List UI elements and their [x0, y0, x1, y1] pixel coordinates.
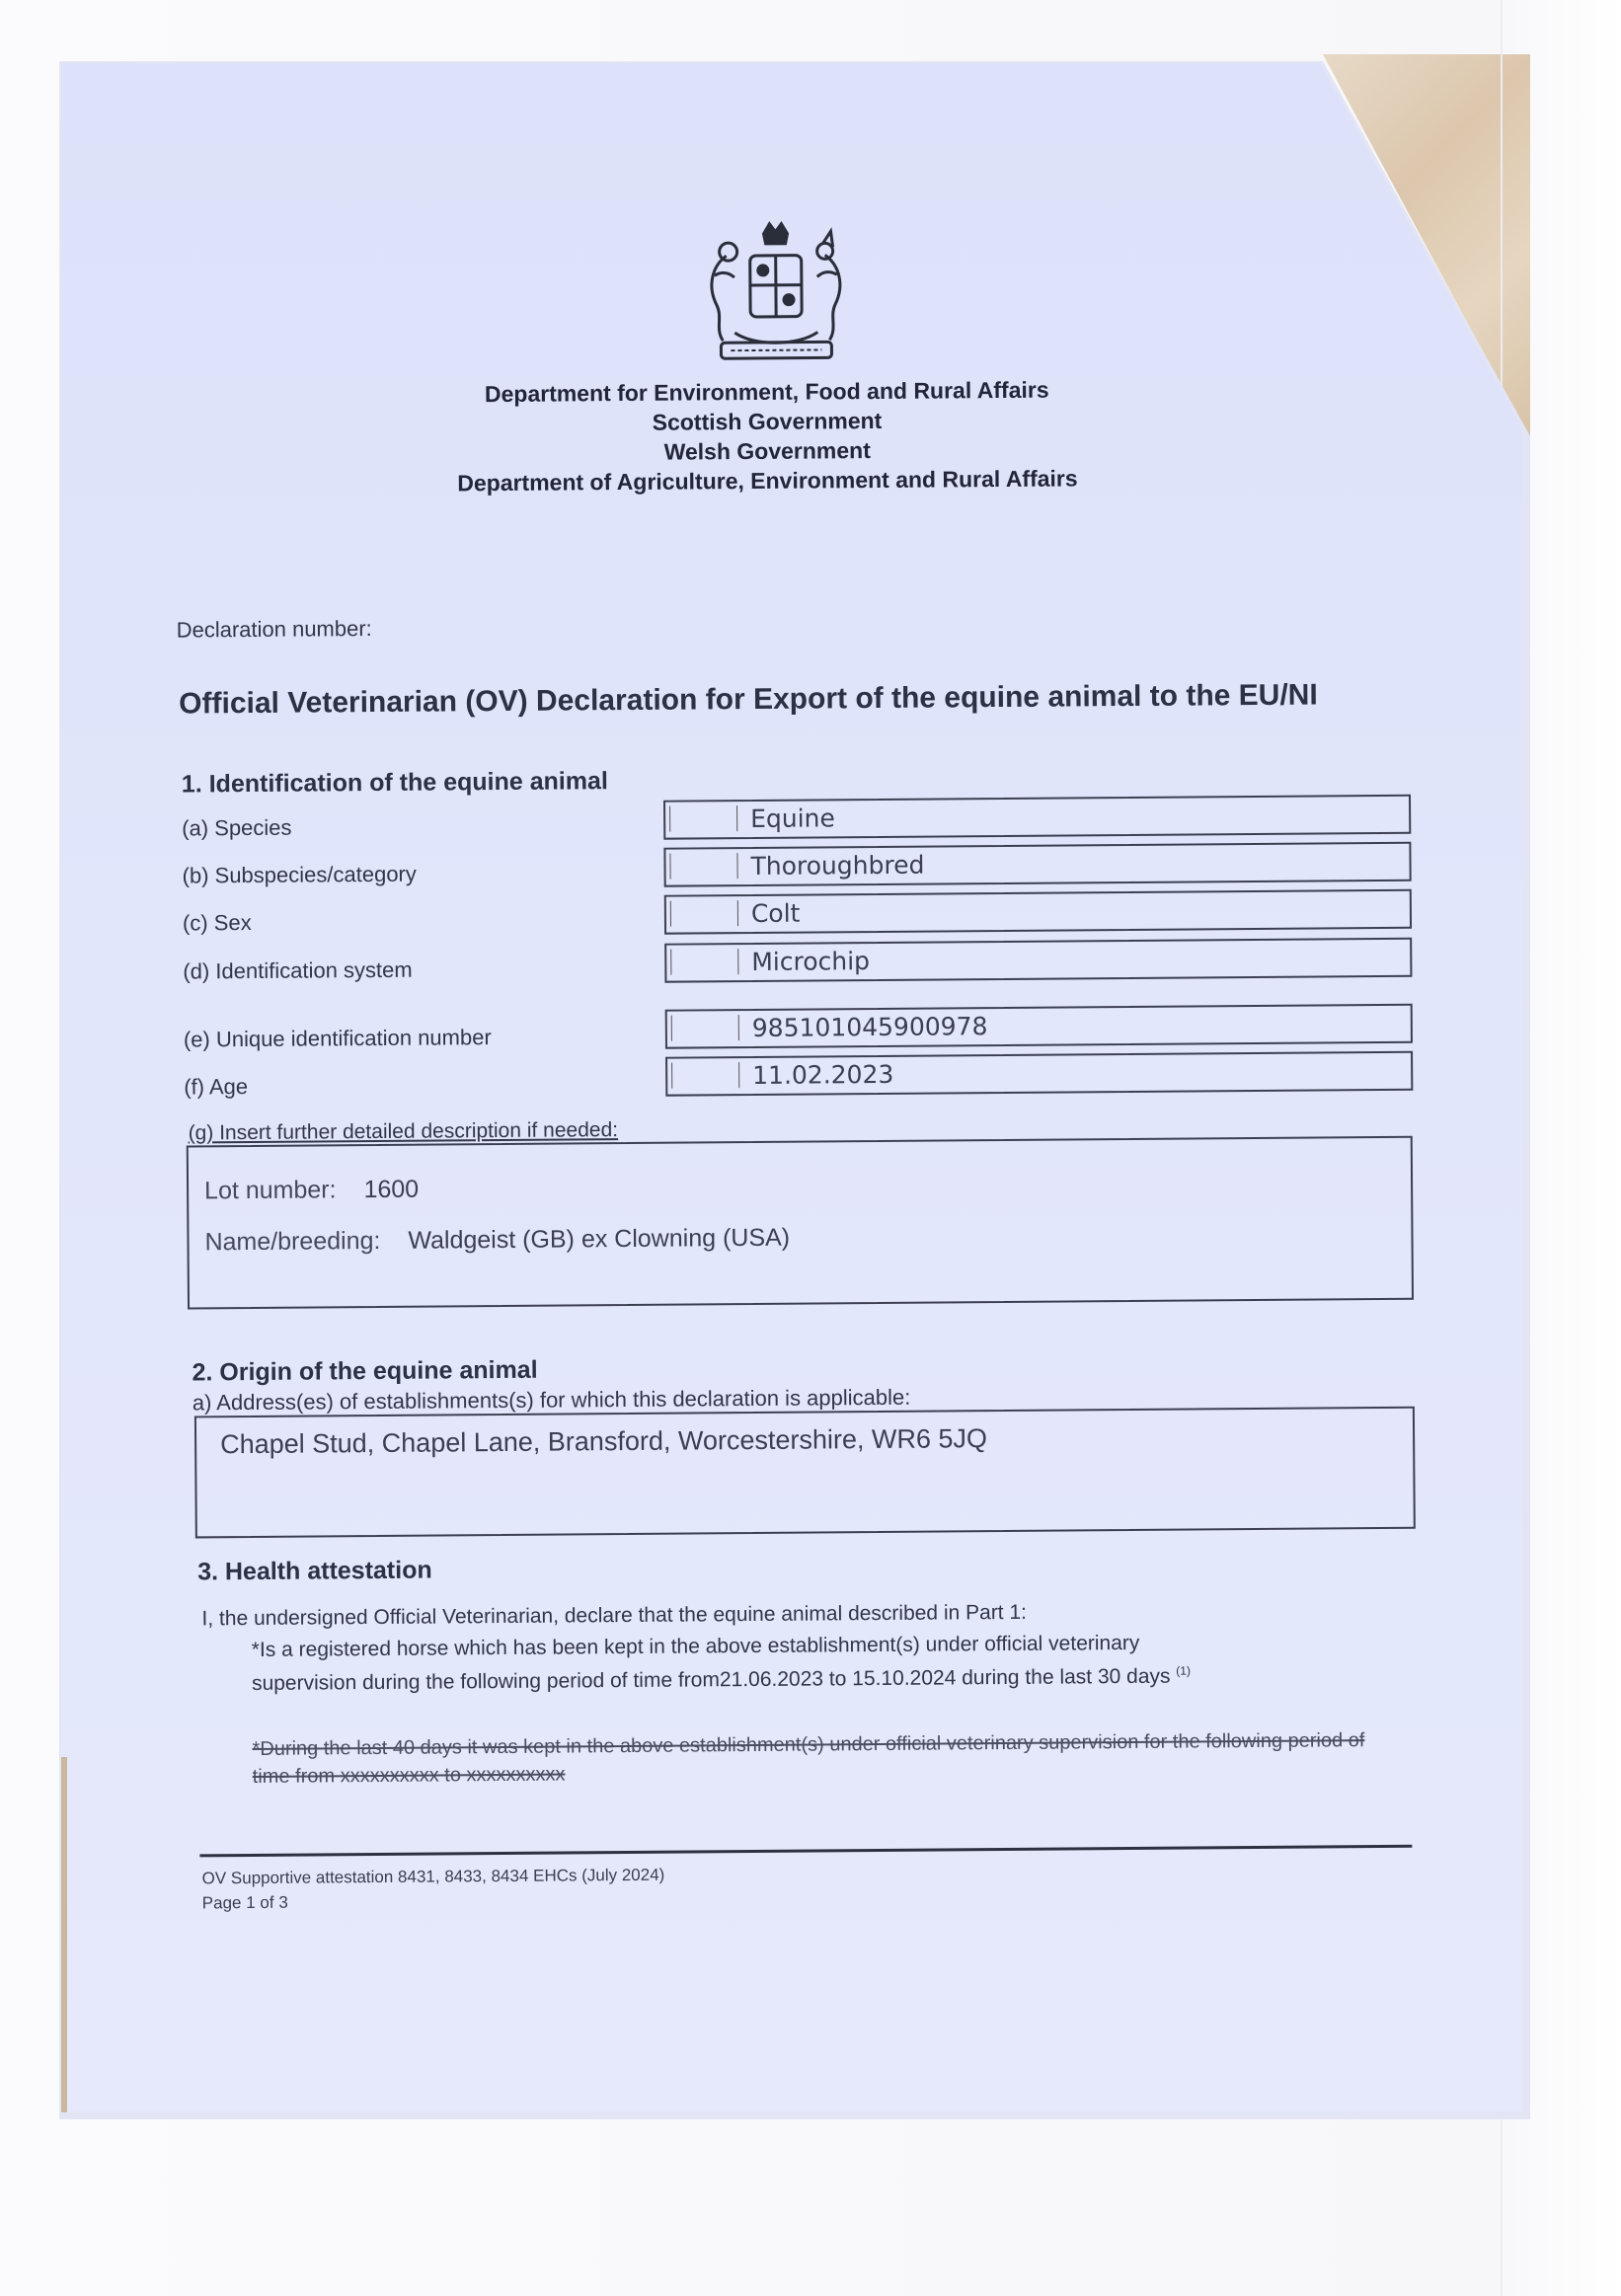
- species-field[interactable]: [663, 795, 1411, 840]
- section-2-heading: 2. Origin of the equine animal: [192, 1355, 538, 1387]
- section-3-heading: 3. Health attestation: [197, 1556, 432, 1586]
- attestation-option-a: [252, 1629, 1239, 1698]
- sex-field[interactable]: [664, 889, 1412, 935]
- department-daera: Department of Agriculture, Environment and Rural Affairs: [457, 465, 1078, 497]
- field-separator: [736, 805, 737, 831]
- field-tick: [670, 901, 671, 927]
- age-label: (f) Age: [184, 1074, 249, 1100]
- to-word: to: [828, 1667, 847, 1691]
- royal-coat-of-arms-icon: [686, 215, 865, 374]
- issuing-departments: [333, 373, 1202, 498]
- identification-system-value: Microchip: [751, 947, 871, 977]
- description-label: (g) Insert further detailed description if needed:: [188, 1118, 619, 1145]
- field-tick: [669, 806, 670, 832]
- field-separator: [736, 853, 737, 879]
- subspecies-label: (b) Subspecies/category: [182, 861, 417, 888]
- department-welsh-government: Welsh Government: [663, 437, 871, 465]
- subspecies-value: Thoroughbred: [750, 850, 925, 881]
- footnote-marker: (1): [1176, 1663, 1192, 1678]
- section-1-heading: 1. Identification of the equine animal: [181, 767, 608, 799]
- document-title: Official Veterinarian (OV) Declaration for Export of the equine animal to the EU/NI: [179, 678, 1318, 721]
- description-field[interactable]: [187, 1136, 1414, 1310]
- footer-divider: [199, 1845, 1412, 1858]
- sex-value: Colt: [750, 898, 801, 929]
- department-scottish-government: Scottish Government: [652, 407, 883, 435]
- age-field[interactable]: [665, 1051, 1413, 1097]
- address-field[interactable]: [194, 1407, 1416, 1539]
- attestation-option-b-struck: *During the last 40 days it was kept in the above establishment(s) under official veterinary supervision for the following period of time from xxxxxxxxxx to xxxxxxxxxx: [252, 1729, 1365, 1788]
- field-separator: [738, 1015, 739, 1040]
- footer-attestation-ref: OV Supportive attestation 8431, 8433, 8434 EHCs (July 2024): [201, 1865, 665, 1888]
- field-separator: [737, 949, 738, 974]
- breeding-label: Name/breeding:: [204, 1226, 381, 1257]
- address-label: a) Address(es) of establishments(s) for which this declaration is applicable:: [192, 1384, 911, 1416]
- footer: [201, 1863, 664, 1916]
- lot-number-label: Lot number:: [203, 1176, 337, 1205]
- page-number: Page 1 of 3: [201, 1892, 288, 1913]
- document: [53, 57, 1530, 2117]
- species-value: Equine: [750, 804, 835, 834]
- field-separator: [737, 900, 738, 926]
- unique-id-field[interactable]: [665, 1004, 1413, 1049]
- to-date: 15.10.2024: [852, 1666, 957, 1691]
- lot-number-row: [204, 1176, 419, 1206]
- address-value: Chapel Stud, Chapel Lane, Bransford, Worcestershire, WR6 5JQ: [220, 1423, 988, 1460]
- field-tick: [669, 854, 670, 880]
- sex-label: (c) Sex: [182, 909, 252, 936]
- field-tick: [671, 1063, 672, 1089]
- field-tick: [671, 1016, 672, 1041]
- from-date: 21.06.2023: [719, 1667, 824, 1692]
- attestation-intro: I, the undersigned Official Veterinarian, declare that the equine animal described in Part 1:: [201, 1600, 1028, 1631]
- department-defra: Department for Environment, Food and Rural Affairs: [484, 376, 1049, 408]
- option-a-suffix: during the last 30 days: [962, 1664, 1171, 1690]
- lot-number-value: 1600: [363, 1175, 420, 1204]
- unique-id-label: (e) Unique identification number: [183, 1025, 492, 1052]
- field-separator: [738, 1062, 739, 1088]
- declaration-number-label: Declaration number:: [176, 616, 372, 643]
- subspecies-field[interactable]: [663, 842, 1411, 887]
- option-a-text: *Is a registered horse which has been kept in the above establishment(s) under official veterinary supervision during the following period of time from: [251, 1631, 1140, 1696]
- breeding-row: [204, 1224, 790, 1258]
- identification-system-field[interactable]: [664, 938, 1412, 983]
- field-tick: [670, 950, 671, 975]
- unique-id-value: 985101045900978: [751, 1012, 988, 1043]
- species-label: (a) Species: [182, 814, 292, 841]
- breeding-value: Waldgeist (GB) ex Clowning (USA): [408, 1223, 791, 1255]
- identification-system-label: (d) Identification system: [183, 957, 413, 984]
- age-value: 11.02.2023: [752, 1059, 894, 1090]
